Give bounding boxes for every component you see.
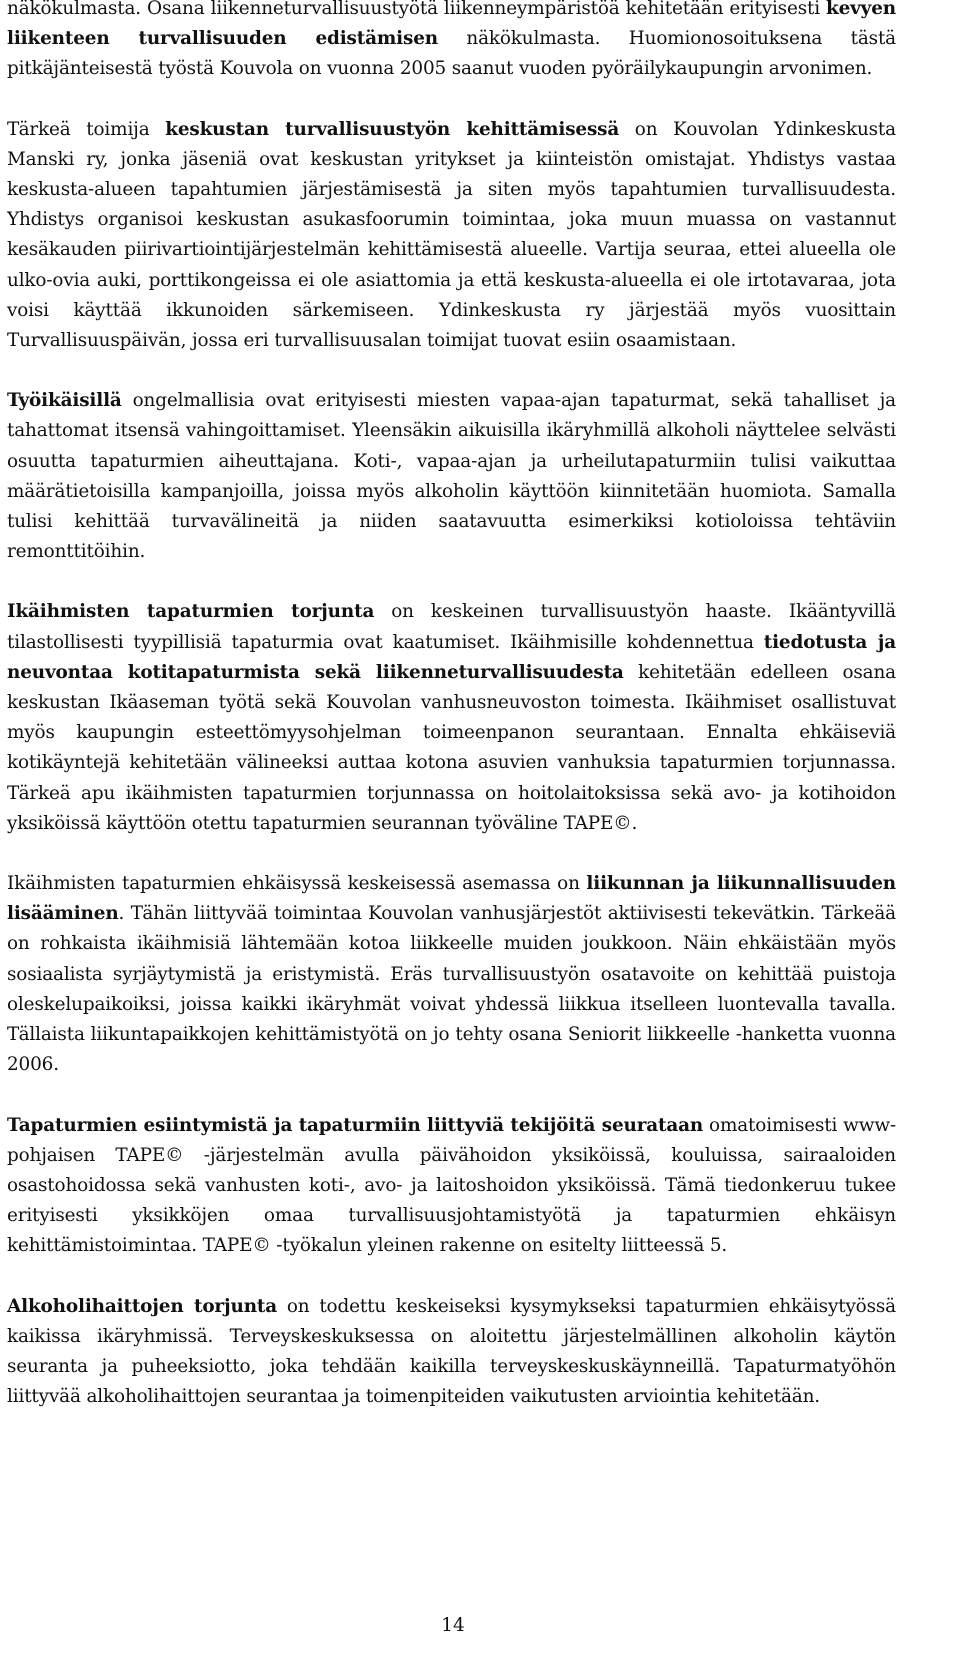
- paragraph-alcohol-harm: [7, 1292, 896, 1413]
- text-segment: kehitetään edelleen osana keskustan Ikäaseman työtä sekä Kouvolan vanhusneuvoston toimesta. Ikäihmiset osallistuvat myös kaupungin esteettömyysohjelman toimeenpanon seurantaan. Ennalta ehkäiseviä kotikäyntejä kehitetään välineeksi auttaa kotona asuvien vanhuksia tapaturmien torjunnassa. Tärkeä apu ikäihmisten tapaturmien torjunnassa on hoitolaitoksissa sekä avo- ja kotihoidon yksiköissä käyttöön otettu tapaturmien seurannan työväline TAPE©.: [7, 661, 896, 834]
- paragraph-elderly-accidents: [7, 597, 896, 839]
- text-segment: ongelmallisia ovat erityisesti miesten vapaa-ajan tapaturmat, sekä tahalliset ja tahattomat itsensä vahingoittamiset. Yleensäkin aikuisilla ikäryhmillä alkoholi näyttelee selvästi osuutta tapaturmien aiheuttajana. Koti-, vapaa-ajan ja urheilutapaturmiin tulisi vaikuttaa määrätietoisilla kampanjoilla, joissa myös alkoholin käyttöön kiinnitetään huomiota. Samalla tulisi kehittää turvavälineitä ja niiden saatavuutta esimerkiksi kotioloissa tehtäviin remonttitöihin.: [7, 390, 896, 563]
- paragraph-traffic-safety: [7, 0, 896, 85]
- text-segment: Tärkeä toimija: [7, 118, 166, 140]
- text-segment: omatoimisesti www-pohjaisen TAPE© -järjestelmän avulla päivähoidon yksiköissä, kouluissa, sairaaloiden osastohoidossa sekä vanhusten koti-, avo- ja laitoshoidon yksiköissä. Tämä tiedonkeruu tukee erityisesti yksikköjen omaa turvallisuusjohtamistyötä ja tapaturmien ehkäisyn kehittämistoimintaa. TAPE© -työkalun yleinen rakenne on esitelty liitteessä 5.: [7, 1114, 896, 1257]
- text-segment: on Kouvolan Ydinkeskusta Manski ry, jonka jäseniä ovat keskustan yritykset ja kiinteistön omistajat. Yhdistys vastaa keskusta-alueen tapahtumien järjestämisestä ja siten myös tapahtumien turvallisuudesta. Yhdistys organisoi keskustan asukasfoorumin toimintaa, joka muun muassa on vastannut kesäkauden piirivartiointijärjestelmän kehittämisestä alueelle. Vartija seuraa, ettei alueella ole ulko-ovia auki, porttikongeissa ei ole asiattomia ja että keskusta-alueella ei ole irtotavaraa, jota voisi käyttää ikkunoiden särkemiseen. Ydinkeskusta ry järjestää myös vuosittain Turvallisuuspäivän, jossa eri turvallisuusalan toimijat tuovat esiin osaamistaan.: [7, 118, 896, 352]
- emphasis-segment: Alkoholihaittojen torjunta: [7, 1295, 278, 1317]
- paragraph-working-age: [7, 386, 896, 567]
- paragraph-accident-monitoring: [7, 1111, 896, 1262]
- page-number: 14: [441, 1615, 465, 1636]
- text-segment: näkökulmasta. Osana liikenneturvallisuustyötä liikenneympäristöä kehitetään erityisesti: [7, 0, 826, 19]
- text-segment: on todettu keskeiseksi kysymykseksi tapaturmien ehkäisytyössä kaikissa ikäryhmissä. Terveyskeskuksessa on aloitettu järjestelmällinen alkoholin käytön seuranta ja puheeksiotto, joka tehdään kaikilla terveyskeskuskäynneillä. Tapaturmatyöhön liittyvää alkoholihaittojen seurantaa ja toimenpiteiden vaikutusten arviointia kehitetään.: [7, 1295, 896, 1408]
- emphasis-segment: Ikäihmisten tapaturmien torjunta: [7, 601, 375, 623]
- text-segment: on keskeinen turvallisuustyön haaste. Ikääntyvillä tilastollisesti tyypillisiä tapaturmia ovat kaatumiset. Ikäihmisille kohdennettua: [7, 601, 896, 653]
- text-segment: näkökulmasta. Huomionosoituksena tästä pitkäjänteisestä työstä Kouvola on vuonna 2005 saanut vuoden pyöräilykaupungin arvonimen.: [7, 28, 896, 80]
- emphasis-segment: kevyen liikenteen turvallisuuden edistämisen: [7, 0, 896, 50]
- paragraph-physical-activity: [7, 869, 896, 1080]
- emphasis-segment: Työikäisillä: [7, 390, 122, 412]
- emphasis-segment: Tapaturmien esiintymistä ja tapaturmiin liittyviä tekijöitä seurataan: [7, 1114, 704, 1136]
- text-segment: . Tähän liittyvää toimintaa Kouvolan vanhusjärjestöt aktiivisesti tekevätkin. Tärkeää on rohkaista ikäihmisiä lähtemään kotoa liikkeelle muiden joukkoon. Näin ehkäistään myös sosiaalista syrjäytymistä ja eristymistä. Eräs turvallisuustyön osatavoite on kehittää puistoja oleskelupaikoiksi, joissa kaikki ikäryhmät voivat yhdessä liikkua itselleen luontevalla tavalla. Tällaista liikuntapaikkojen kehittämistyötä on jo tehty osana Seniorit liikkeelle -hanketta vuonna 2006.: [7, 903, 896, 1076]
- emphasis-segment: keskustan turvallisuustyön kehittämisessä: [165, 118, 620, 140]
- paragraph-city-centre-safety: [7, 115, 896, 357]
- emphasis-segment: tiedotusta ja neuvontaa kotitapaturmista sekä liikenneturvallisuudesta: [7, 631, 896, 683]
- text-segment: Ikäihmisten tapaturmien ehkäisyssä keskeisessä asemassa on: [7, 873, 587, 895]
- emphasis-segment: liikunnan ja liikunnallisuuden lisääminen: [7, 873, 896, 925]
- document-page: [7, 0, 896, 1412]
